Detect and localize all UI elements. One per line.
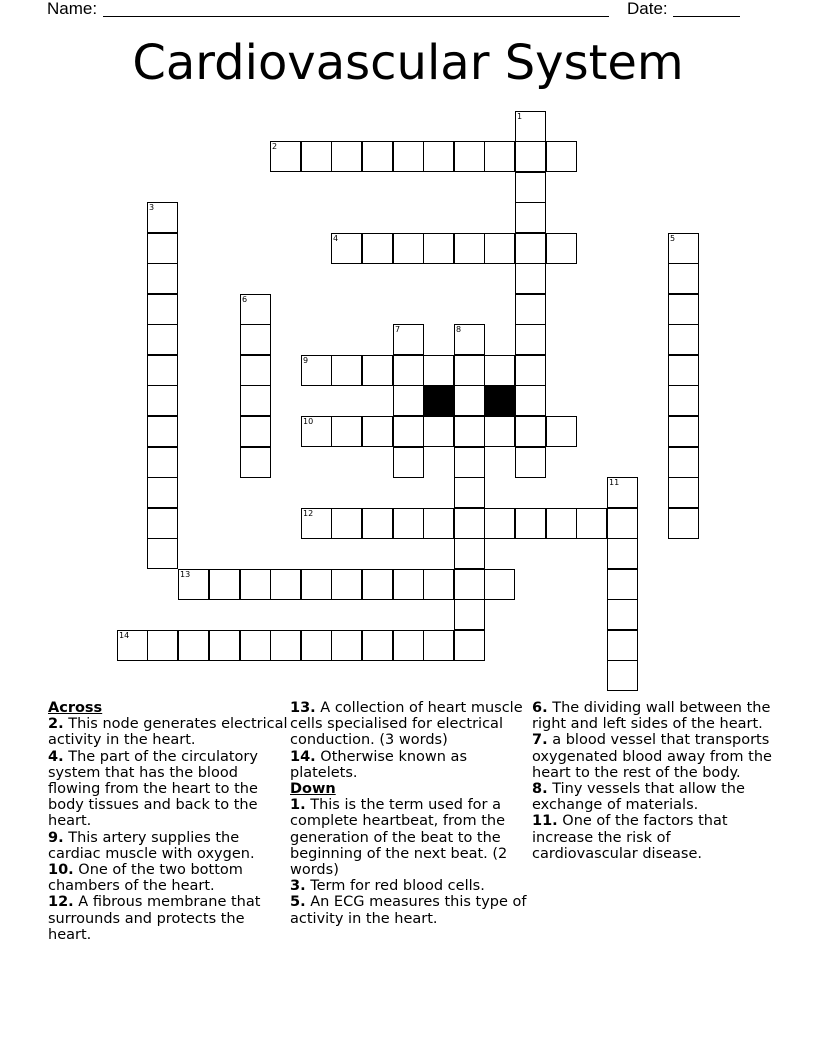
crossword-cell[interactable]: [423, 141, 454, 172]
crossword-cell[interactable]: [147, 263, 178, 294]
crossword-cell[interactable]: [393, 141, 424, 172]
crossword-cell[interactable]: [393, 385, 424, 416]
down-heading: Down: [290, 781, 336, 798]
crossword-cell[interactable]: [423, 630, 454, 661]
crossword-cell[interactable]: [515, 447, 546, 478]
cell-number: 1: [517, 112, 523, 121]
crossword-cell[interactable]: [331, 355, 362, 386]
crossword-cell[interactable]: [607, 508, 638, 539]
crossword-cell[interactable]: [147, 447, 178, 478]
crossword-cell[interactable]: [515, 141, 546, 172]
crossword-cell[interactable]: [240, 385, 271, 416]
clue-across-4: 4. The part of the circulatory system that has the blood flowing from the heart to the body tissues and back to the heart.: [48, 748, 258, 830]
crossword-cell[interactable]: [240, 294, 271, 325]
crossword-cell[interactable]: [515, 294, 546, 325]
crossword-cell[interactable]: [515, 263, 546, 294]
crossword-cell[interactable]: [147, 355, 178, 386]
clues-column-2: [290, 700, 530, 927]
clue-down-3: 3. Term for red blood cells.: [290, 878, 485, 895]
crossword-cell[interactable]: [393, 324, 424, 355]
crossword-cell[interactable]: [331, 141, 362, 172]
clue-down-6: 6. The dividing wall between the right and left sides of the heart.: [532, 700, 771, 733]
crossword-cell[interactable]: [576, 508, 607, 539]
crossword-cell[interactable]: [607, 477, 638, 508]
crossword-cell[interactable]: [454, 385, 485, 416]
crossword-cell[interactable]: [668, 416, 699, 447]
crossword-cell[interactable]: [454, 355, 485, 386]
crossword-cell[interactable]: [515, 416, 546, 447]
crossword-cell[interactable]: [515, 172, 546, 203]
crossword-cell[interactable]: [240, 355, 271, 386]
crossword-cell[interactable]: [515, 233, 546, 264]
crossword-cell[interactable]: [301, 355, 332, 386]
cell-number: 4: [333, 234, 339, 243]
crossword-cell[interactable]: [240, 324, 271, 355]
crossword-cell[interactable]: [668, 263, 699, 294]
cell-number: 14: [119, 631, 130, 640]
crossword-cell[interactable]: [270, 630, 301, 661]
crossword-cell[interactable]: [423, 416, 454, 447]
crossword-cell[interactable]: [454, 141, 485, 172]
crossword-cell[interactable]: [393, 447, 424, 478]
date-label: Date:: [627, 0, 668, 18]
crossword-cell[interactable]: [331, 508, 362, 539]
cell-number: 11: [609, 478, 620, 487]
crossword-cell[interactable]: [147, 630, 178, 661]
crossword-cell[interactable]: [362, 416, 393, 447]
crossword-cell[interactable]: [454, 324, 485, 355]
crossword-cell[interactable]: [240, 447, 271, 478]
crossword-cell[interactable]: [484, 141, 515, 172]
cell-number: 13: [180, 570, 191, 579]
crossword-cell[interactable]: [240, 416, 271, 447]
crossword-cell[interactable]: [362, 355, 393, 386]
crossword-cell[interactable]: [423, 569, 454, 600]
cell-number: 8: [456, 325, 462, 334]
crossword-cell[interactable]: [393, 233, 424, 264]
cell-number: 3: [149, 203, 155, 212]
blocked-cell: [484, 385, 515, 416]
crossword-cell[interactable]: [301, 416, 332, 447]
crossword-cell[interactable]: [515, 111, 546, 142]
crossword-cell[interactable]: [668, 508, 699, 539]
clue-down-8: 8. Tiny vessels that allow the exchange of materials.: [532, 781, 745, 814]
crossword-cell[interactable]: [668, 447, 699, 478]
clue-down-1: 1. This is the term used for a complete heartbeat, from the generation of the beat to the beginning of the next beat. (2 words): [290, 797, 508, 879]
crossword-cell[interactable]: [393, 355, 424, 386]
crossword-cell[interactable]: [270, 141, 301, 172]
crossword-cell[interactable]: [515, 202, 546, 233]
clues-column-1: [48, 700, 288, 943]
crossword-cell[interactable]: [515, 385, 546, 416]
crossword-cell[interactable]: [546, 508, 577, 539]
crossword-cell[interactable]: [423, 233, 454, 264]
crossword-cell[interactable]: [668, 355, 699, 386]
clue-down-7: 7. a blood vessel that transports oxygenated blood away from the heart to the rest of the body.: [532, 732, 772, 781]
crossword-cell[interactable]: [668, 233, 699, 264]
crossword-cell[interactable]: [331, 630, 362, 661]
crossword-cell[interactable]: [454, 538, 485, 569]
clues-column-3: [532, 700, 772, 862]
crossword-cell[interactable]: [393, 569, 424, 600]
cell-number: 5: [670, 234, 676, 243]
crossword-cell[interactable]: [147, 233, 178, 264]
crossword-cell[interactable]: [484, 569, 515, 600]
crossword-cell[interactable]: [454, 508, 485, 539]
crossword-cell[interactable]: [423, 508, 454, 539]
crossword-cell[interactable]: [362, 508, 393, 539]
crossword-cell[interactable]: [178, 569, 209, 600]
cell-number: 6: [242, 295, 248, 304]
crossword-cell[interactable]: [331, 233, 362, 264]
name-label: Name:: [47, 0, 98, 18]
crossword-cell[interactable]: [546, 141, 577, 172]
crossword-cell[interactable]: [301, 630, 332, 661]
crossword-cell[interactable]: [454, 599, 485, 630]
crossword-cell[interactable]: [270, 569, 301, 600]
crossword-cell[interactable]: [147, 538, 178, 569]
crossword-cell[interactable]: [515, 355, 546, 386]
crossword-cell[interactable]: [607, 538, 638, 569]
crossword-cell[interactable]: [515, 508, 546, 539]
crossword-cell[interactable]: [454, 447, 485, 478]
crossword-cell[interactable]: [147, 202, 178, 233]
clue-across-10: 10. One of the two bottom chambers of the heart.: [48, 862, 243, 895]
crossword-cell[interactable]: [484, 233, 515, 264]
crossword-cell[interactable]: [362, 141, 393, 172]
crossword-cell[interactable]: [393, 508, 424, 539]
clue-down-5: 5. An ECG measures this type of activity in the heart.: [290, 894, 527, 927]
cell-number: 10: [303, 417, 314, 426]
crossword-cell[interactable]: [607, 599, 638, 630]
crossword-cell[interactable]: [240, 569, 271, 600]
blocked-cell: [423, 385, 454, 416]
crossword-cell[interactable]: [362, 569, 393, 600]
cell-number: 7: [395, 325, 401, 334]
clue-across-13: 13. A collection of heart muscle cells specialised for electrical conduction. (3 words): [290, 700, 523, 749]
crossword-cell[interactable]: [454, 477, 485, 508]
crossword-cell[interactable]: [147, 508, 178, 539]
crossword-cell[interactable]: [546, 416, 577, 447]
crossword-cell[interactable]: [484, 416, 515, 447]
crossword-cell[interactable]: [484, 355, 515, 386]
crossword-cell[interactable]: [393, 630, 424, 661]
crossword-cell[interactable]: [515, 324, 546, 355]
crossword-cell[interactable]: [331, 569, 362, 600]
crossword-cell[interactable]: [607, 660, 638, 691]
clue-across-9: 9. This artery supplies the cardiac muscle with oxygen.: [48, 829, 255, 862]
crossword-cell[interactable]: [362, 630, 393, 661]
crossword-cell[interactable]: [178, 630, 209, 661]
crossword-cell[interactable]: [454, 569, 485, 600]
crossword-cell[interactable]: [393, 416, 424, 447]
crossword-cell[interactable]: [331, 416, 362, 447]
crossword-cell[interactable]: [301, 508, 332, 539]
crossword-cell[interactable]: [147, 477, 178, 508]
crossword-cell[interactable]: [117, 630, 148, 661]
crossword-cell[interactable]: [607, 569, 638, 600]
page-title: Cardiovascular System: [132, 35, 684, 91]
clue-across-12: 12. A fibrous membrane that surrounds and protects the heart.: [48, 894, 261, 943]
crossword-cell[interactable]: [147, 385, 178, 416]
crossword-cell[interactable]: [209, 569, 240, 600]
across-heading: Across: [48, 700, 103, 716]
crossword-cell[interactable]: [209, 630, 240, 661]
crossword-cell[interactable]: [147, 416, 178, 447]
crossword-cell[interactable]: [454, 233, 485, 264]
cell-number: 12: [303, 509, 314, 518]
crossword-cell[interactable]: [454, 630, 485, 661]
crossword-cell[interactable]: [607, 630, 638, 661]
crossword-cell[interactable]: [147, 294, 178, 325]
clue-across-14: 14. Otherwise known as platelets.: [290, 748, 467, 781]
crossword-cell[interactable]: [301, 141, 332, 172]
crossword-cell[interactable]: [668, 477, 699, 508]
crossword-cell[interactable]: [362, 233, 393, 264]
crossword-cell[interactable]: [668, 324, 699, 355]
crossword-cell[interactable]: [454, 416, 485, 447]
crossword-cell[interactable]: [240, 630, 271, 661]
cell-number: 2: [272, 142, 278, 151]
crossword-cell[interactable]: [423, 355, 454, 386]
crossword-cell[interactable]: [668, 294, 699, 325]
crossword-cell[interactable]: [147, 324, 178, 355]
crossword-cell[interactable]: [668, 385, 699, 416]
clue-down-11: 11. One of the factors that increase the risk of cardiovascular disease.: [532, 813, 728, 862]
cell-number: 9: [303, 356, 309, 365]
clue-across-2: 2. This node generates electrical activity in the heart.: [48, 716, 288, 749]
crossword-cell[interactable]: [546, 233, 577, 264]
crossword-cell[interactable]: [301, 569, 332, 600]
crossword-cell[interactable]: [484, 508, 515, 539]
